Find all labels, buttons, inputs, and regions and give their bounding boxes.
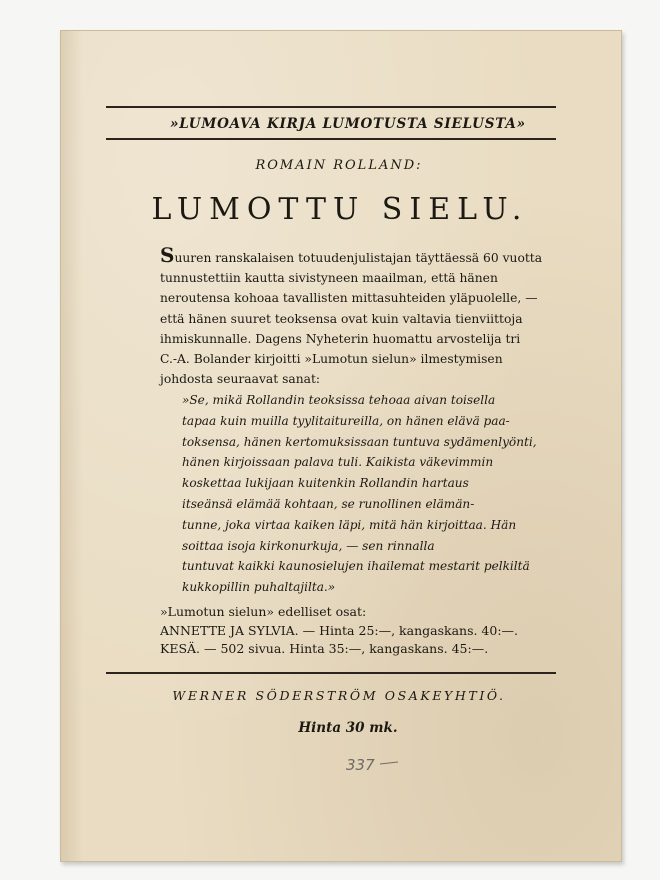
quote-line: hänen kirjoissaan palava tuli. Kaikista väkevimmin (182, 455, 494, 470)
quote-line: kukkopillin puhaltajilta.» (182, 580, 336, 595)
previous-volumes-heading: »Lumotun sielun» edelliset osat: (160, 604, 367, 619)
review-quote (182, 390, 572, 598)
pencil-note-text: 337 (346, 756, 375, 774)
quote-line: tuntuvat kaikki kaunosielujen ihailemat mestarit pelkiltä (182, 559, 530, 574)
previous-volumes (160, 603, 580, 659)
drop-cap: S (160, 243, 175, 267)
publisher-name: WERNER SÖDERSTRÖM OSAKEYHTIÖ. (172, 688, 506, 703)
quote-line: itseänsä elämää kohtaan, se runollinen elämän- (182, 496, 475, 511)
intro-line: C.-A. Bolander kirjoitti »Lumotun sielun» ilmestymisen (160, 352, 503, 367)
previous-volume-item: KESÄ. — 502 sivua. Hinta 35:—, kangaskans. 45:—. (160, 641, 489, 656)
quote-line: »Se, mikä Rollandin teoksissa tehoaa aivan toisella (182, 393, 496, 407)
intro-line: tunnustettiin kautta sivistyneen maailman, että hänen (160, 271, 498, 286)
intro-line: neroutensa kohoaa tavallisten mittasuhteiden yläpuolelle, — (160, 291, 538, 306)
intro-paragraph (160, 245, 570, 389)
quote-line: soittaa isoja kirkonurkuja, — sen rinnalla (182, 538, 435, 553)
quote-line: tapaa kuin muilla tyylitaitureilla, on hänen elävä paa- (182, 413, 510, 428)
price-label: Hinta 30 mk. (298, 720, 398, 736)
author-name: ROMAIN ROLLAND: (255, 158, 423, 173)
previous-volume-item: ANNETTE JA SYLVIA. — Hinta 25:—, kangaskans. 40:—. (160, 622, 519, 638)
pencil-annotation (340, 744, 430, 784)
book-title: LUMOTTU SIELU. (151, 192, 529, 227)
intro-line: Suuren ranskalaisen totuudenjulistajan täyttäessä 60 vuotta (160, 243, 543, 267)
intro-line: että hänen suuret teoksensa ovat kuin valtavia tienviittoja (160, 311, 523, 326)
top-rule (106, 106, 556, 108)
intro-line: johdosta seuraavat sanat: (160, 372, 321, 387)
quote-line: toksensa, hänen kertomuksissaan tuntuva sydämenlyönti, (182, 434, 537, 449)
intro-line: ihmiskunnalle. Dagens Nyheterin huomattu arvostelija tri (160, 331, 521, 346)
quote-line: tunne, joka virtaa kaiken läpi, mitä hän kirjoittaa. Hän (182, 517, 517, 532)
slogan-underline (106, 138, 556, 140)
quote-line: koskettaa lukijaan kuitenkin Rollandin hartaus (182, 476, 469, 491)
slogan: »LUMOAVA KIRJA LUMOTUSTA SIELUSTA» (170, 116, 526, 132)
publisher-rule (106, 672, 556, 674)
